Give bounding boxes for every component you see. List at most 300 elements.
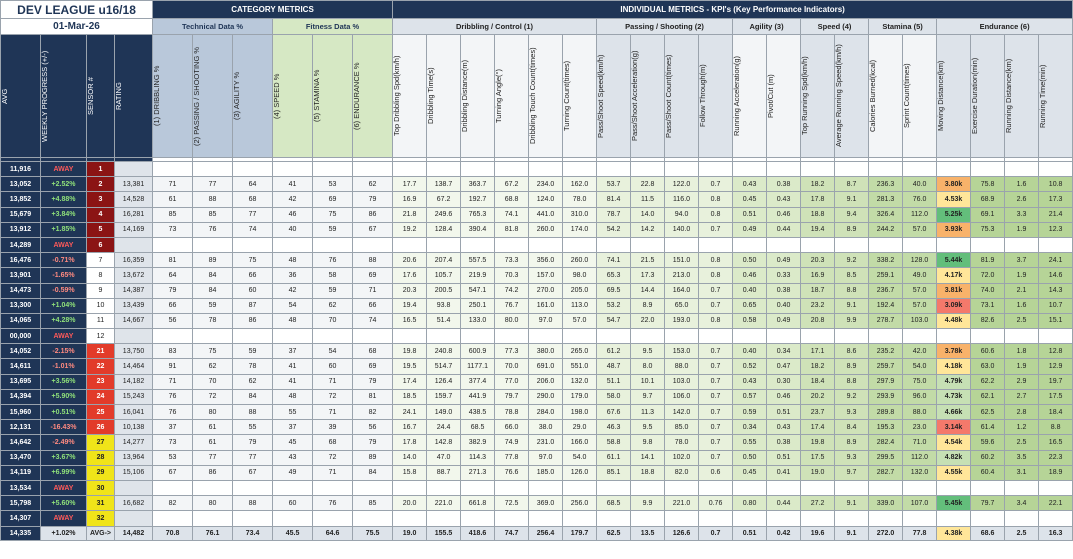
footer-metric: 9.1	[835, 526, 869, 540]
empty-cell	[233, 511, 273, 526]
empty-cell	[971, 480, 1005, 495]
metric-value: 55	[233, 420, 273, 435]
technical-data-header: Technical Data %	[153, 19, 273, 35]
empty-cell	[937, 480, 971, 495]
metric-value: 82.0	[665, 465, 699, 480]
metric-value: 17.6	[393, 268, 427, 283]
metric-value: 8.4	[835, 420, 869, 435]
metric-value: 142.0	[665, 405, 699, 420]
metric-value: 77	[193, 177, 233, 192]
weekly-progress: +3.84%	[41, 207, 87, 222]
empty-cell	[1005, 480, 1039, 495]
empty-cell	[835, 329, 869, 344]
metric-value: 297.9	[869, 374, 903, 389]
metric-value: 79	[353, 374, 393, 389]
metric-value: 54.0	[903, 359, 937, 374]
metric-value: 514.7	[427, 359, 461, 374]
rating-value: 16,682	[115, 496, 153, 511]
metric-value: 19.8	[801, 435, 835, 450]
metric-value: 8.9	[835, 222, 869, 237]
col-avg-label: AVG	[0, 88, 9, 104]
metric-value: 0.52	[733, 359, 767, 374]
footer-metric: 70.8	[153, 526, 193, 540]
col-cat-2	[233, 35, 273, 158]
metric-value: 62	[193, 359, 233, 374]
empty-cell	[563, 162, 597, 177]
empty-cell	[699, 511, 733, 526]
metric-value: 24.1	[1039, 253, 1073, 268]
footer-metric: 76.1	[193, 526, 233, 540]
metric-value: 59	[193, 298, 233, 313]
metric-value: 78.7	[597, 207, 631, 222]
metric-value: 16.9	[393, 192, 427, 207]
metric-value: 18.9	[1039, 465, 1073, 480]
metric-value: 14.1	[631, 450, 665, 465]
col-kpi-19	[1039, 35, 1073, 158]
metric-value: 49	[273, 465, 313, 480]
empty-cell	[1005, 237, 1039, 252]
footer-avg-label: AVG->	[87, 526, 115, 540]
sensor-number: 31	[87, 496, 115, 511]
col-kpi-12-label: Top Running Spd(km/h)	[800, 56, 810, 136]
row-avg: 15,798	[1, 496, 41, 511]
col-kpi-14	[869, 35, 903, 158]
empty-cell	[427, 480, 461, 495]
empty-cell	[937, 511, 971, 526]
metric-value: 0.50	[733, 253, 767, 268]
metric-value: 14.0	[631, 207, 665, 222]
metric-value: 22.0	[631, 313, 665, 328]
metric-value: 60.6	[971, 344, 1005, 359]
metric-value: 0.43	[733, 177, 767, 192]
metric-value: 441.0	[529, 207, 563, 222]
metric-value: 65.3	[597, 268, 631, 283]
metric-value: 106.0	[665, 389, 699, 404]
metric-value: 59.6	[971, 435, 1005, 450]
metric-value: 69.5	[597, 283, 631, 298]
rating-value: 16,041	[115, 405, 153, 420]
metric-value: 74	[353, 313, 393, 328]
metric-value: 9.9	[631, 496, 665, 511]
sensor-number: 23	[87, 374, 115, 389]
metric-value: 2.5	[1005, 313, 1039, 328]
sensor-number: 5	[87, 222, 115, 237]
empty-cell	[767, 511, 801, 526]
empty-cell	[733, 162, 767, 177]
footer-metric: 16.3	[1039, 526, 1073, 540]
metric-value: 70	[193, 374, 233, 389]
sensor-number: 10	[87, 298, 115, 313]
empty-cell	[273, 162, 313, 177]
metric-value: 18.7	[801, 283, 835, 298]
metric-value: 240.8	[427, 344, 461, 359]
individual-metrics-header: INDIVIDUAL METRICS - KPI's (Key Performance Indicators)	[393, 1, 1073, 19]
col-kpi-7-label: Pass/Shoot Acceleration(g)	[630, 50, 640, 142]
empty-cell	[313, 511, 353, 526]
metric-value: 20.8	[801, 313, 835, 328]
empty-cell	[461, 480, 495, 495]
metric-value: 21.8	[393, 207, 427, 222]
metric-value: 116.0	[665, 192, 699, 207]
empty-cell	[529, 329, 563, 344]
weekly-progress: -16.43%	[41, 420, 87, 435]
col-cat-3	[273, 35, 313, 158]
metric-value: 8.0	[631, 359, 665, 374]
metric-value: 15.1	[1039, 313, 1073, 328]
metric-value: 0.7	[699, 298, 733, 313]
empty-cell	[115, 237, 153, 252]
rating-value: 14,667	[115, 313, 153, 328]
metric-value: 18.5	[393, 389, 427, 404]
empty-cell	[665, 237, 699, 252]
metric-value: 9.2	[835, 253, 869, 268]
metric-value: 259.7	[869, 359, 903, 374]
metric-value: 1.8	[1005, 344, 1039, 359]
footer-metric: 75.5	[353, 526, 393, 540]
metric-value: 0.49	[733, 222, 767, 237]
metric-value: 1.9	[1005, 222, 1039, 237]
metric-value: 76	[313, 496, 353, 511]
metric-value: 17.4	[393, 374, 427, 389]
metric-value: 221.0	[427, 496, 461, 511]
empty-cell	[733, 480, 767, 495]
metric-value: 103.0	[665, 374, 699, 389]
metric-value: 53	[153, 450, 193, 465]
date-cell	[1, 19, 153, 35]
empty-cell	[903, 237, 937, 252]
metric-value: 8.9	[835, 359, 869, 374]
empty-cell	[801, 480, 835, 495]
metric-value: 5.45k	[937, 496, 971, 511]
metric-value: 205.0	[563, 283, 597, 298]
metric-value: 71	[313, 405, 353, 420]
metric-value: 60.2	[971, 450, 1005, 465]
metric-value: 23.7	[801, 405, 835, 420]
metric-value: 82	[153, 496, 193, 511]
metric-value: 20.0	[393, 496, 427, 511]
empty-cell	[461, 329, 495, 344]
metric-value: 0.49	[767, 253, 801, 268]
metric-value: 16.9	[801, 268, 835, 283]
metric-value: 260.0	[563, 253, 597, 268]
metric-value: 20.2	[801, 389, 835, 404]
empty-cell	[1039, 511, 1073, 526]
metric-value: 0.47	[767, 359, 801, 374]
metric-value: 76.7	[495, 298, 529, 313]
sensor-number: 11	[87, 313, 115, 328]
metric-value: 19.4	[393, 298, 427, 313]
metric-value: 41	[273, 374, 313, 389]
col-avg	[1, 35, 41, 158]
metric-value: 380.0	[529, 344, 563, 359]
col-kpi-10-label: Running Acceleration(g)	[732, 55, 742, 137]
col-kpi-6-label: Pass/Shoot Speed(km/h)	[596, 54, 606, 138]
metric-value: 265.0	[563, 344, 597, 359]
empty-cell	[529, 480, 563, 495]
metric-value: 3.78k	[937, 344, 971, 359]
metric-value: 0.51	[767, 450, 801, 465]
metric-value: 51.1	[597, 374, 631, 389]
metric-value: 88	[193, 192, 233, 207]
empty-cell	[495, 162, 529, 177]
col-kpi-13-label: Average Running Speed(km/h)	[834, 44, 844, 148]
metric-value: 22.3	[1039, 450, 1073, 465]
metric-value: 213.0	[665, 268, 699, 283]
player-row-28	[1, 450, 1073, 465]
rating-value: 10,138	[115, 420, 153, 435]
col-kpi-5	[563, 35, 597, 158]
sensor-number: 22	[87, 359, 115, 374]
metric-value: 159.7	[427, 389, 461, 404]
metric-value: 39	[313, 420, 353, 435]
empty-cell	[801, 162, 835, 177]
metric-value: 80	[193, 405, 233, 420]
metric-value: 284.0	[529, 405, 563, 420]
metric-value: 4.18k	[937, 359, 971, 374]
empty-cell	[233, 329, 273, 344]
metric-value: 76.0	[903, 192, 937, 207]
empty-cell	[631, 329, 665, 344]
metric-value: 270.0	[529, 283, 563, 298]
metric-value: 132.0	[563, 374, 597, 389]
metric-value: 78	[193, 313, 233, 328]
metric-value: 69.1	[971, 207, 1005, 222]
weekly-progress: AWAY	[41, 162, 87, 177]
metric-value: 70.0	[495, 359, 529, 374]
empty-cell	[903, 480, 937, 495]
rating-value: 16,281	[115, 207, 153, 222]
empty-cell	[273, 480, 313, 495]
metric-value: 71	[153, 374, 193, 389]
report-date: 01-Mar-26	[53, 21, 100, 32]
row-avg: 13,052	[1, 177, 41, 192]
metric-value: 0.57	[733, 389, 767, 404]
metric-value: 42.0	[903, 344, 937, 359]
metric-value: 58	[313, 268, 353, 283]
metric-value: 244.2	[869, 222, 903, 237]
metric-value: 70.3	[495, 268, 529, 283]
col-cat-3-label: (4) SPEED %	[272, 73, 282, 119]
metric-value: 89	[193, 253, 233, 268]
footer-rating: 14,482	[115, 526, 153, 540]
row-avg: 14,307	[1, 511, 41, 526]
metric-value: 77.8	[495, 450, 529, 465]
col-kpi-5-label: Turning Count(times)	[562, 60, 572, 132]
metric-value: 81	[353, 389, 393, 404]
metric-value: 18.8	[631, 465, 665, 480]
row-avg: 13,300	[1, 298, 41, 313]
metric-value: 9.7	[835, 465, 869, 480]
metric-value: 206.0	[529, 374, 563, 389]
metric-value: 438.5	[461, 405, 495, 420]
metric-value: 0.8	[699, 313, 733, 328]
col-cat-5	[353, 35, 393, 158]
metric-value: 0.43	[767, 192, 801, 207]
empty-cell	[971, 162, 1005, 177]
metric-value: 11.5	[631, 192, 665, 207]
col-cat-0-label: (1) DRIBBLING %	[152, 65, 162, 127]
empty-cell	[665, 480, 699, 495]
metric-value: 42	[273, 192, 313, 207]
empty-cell	[153, 480, 193, 495]
metric-value: 71.0	[903, 435, 937, 450]
metric-value: 17.3	[1039, 192, 1073, 207]
player-row-24	[1, 389, 1073, 404]
metric-value: 78.8	[495, 405, 529, 420]
rating-value: 15,106	[115, 465, 153, 480]
metric-value: 17.3	[631, 268, 665, 283]
metric-value: 71	[313, 374, 353, 389]
metric-value: 24.4	[427, 420, 461, 435]
metric-value: 114.3	[461, 450, 495, 465]
sensor-number: 9	[87, 283, 115, 298]
sensor-number: 26	[87, 420, 115, 435]
metric-value: 61	[193, 420, 233, 435]
empty-cell	[461, 237, 495, 252]
metric-value: 37	[273, 420, 313, 435]
empty-cell	[153, 162, 193, 177]
sensor-number: 4	[87, 207, 115, 222]
footer-metric: 2.5	[1005, 526, 1039, 540]
empty-cell	[801, 237, 835, 252]
metric-value: 19.5	[393, 359, 427, 374]
metric-value: 77	[193, 450, 233, 465]
empty-cell	[1005, 329, 1039, 344]
col-cat-2-label: (3) AGILITY %	[232, 71, 242, 121]
rating-value: 15,243	[115, 389, 153, 404]
sensor-number: 24	[87, 389, 115, 404]
metric-value: 66	[233, 268, 273, 283]
col-kpi-9-label: Follow Through(m)	[698, 64, 708, 128]
metric-value: 0.8	[699, 253, 733, 268]
metric-value: 102.0	[665, 450, 699, 465]
metric-value: 19.2	[393, 222, 427, 237]
metric-value: 61	[193, 435, 233, 450]
metric-value: 48	[273, 389, 313, 404]
metric-value: 85	[193, 207, 233, 222]
metric-value: 4.17k	[937, 268, 971, 283]
metric-value: 68.8	[495, 192, 529, 207]
empty-cell	[971, 237, 1005, 252]
footer-avg: 14,335	[1, 526, 41, 540]
metric-value: 112.0	[903, 450, 937, 465]
metric-value: 8.9	[835, 435, 869, 450]
rating-value: 13,381	[115, 177, 153, 192]
league-title-cell	[1, 1, 153, 19]
metric-value: 5.25k	[937, 207, 971, 222]
metric-value: 8.6	[835, 344, 869, 359]
metric-value: 547.1	[461, 283, 495, 298]
footer-metric: 126.6	[665, 526, 699, 540]
empty-cell	[427, 329, 461, 344]
footer-progress: +1.02%	[41, 526, 87, 540]
footer-metric: 13.5	[631, 526, 665, 540]
metric-value: 54.2	[597, 222, 631, 237]
metric-value: 40.0	[903, 177, 937, 192]
metric-value: 2.1	[1005, 283, 1039, 298]
col-kpi-3	[495, 35, 529, 158]
metric-value: 72	[193, 389, 233, 404]
empty-cell	[393, 511, 427, 526]
metric-value: 1.6	[1005, 298, 1039, 313]
empty-cell	[353, 480, 393, 495]
metric-value: 4.55k	[937, 465, 971, 480]
empty-cell	[801, 329, 835, 344]
empty-cell	[563, 237, 597, 252]
metric-value: 0.45	[733, 465, 767, 480]
metric-value: 75	[193, 344, 233, 359]
metric-value: 54	[273, 298, 313, 313]
metric-value: 15.8	[393, 465, 427, 480]
metric-value: 0.40	[733, 283, 767, 298]
metric-value: 10.8	[1039, 177, 1073, 192]
footer-metric: 68.6	[971, 526, 1005, 540]
col-kpi-2	[461, 35, 495, 158]
metric-value: 41	[273, 359, 313, 374]
col-kpi-18	[1005, 35, 1039, 158]
metric-value: 112.0	[903, 207, 937, 222]
empty-cell	[971, 511, 1005, 526]
sensor-number: 27	[87, 435, 115, 450]
player-row-10	[1, 298, 1073, 313]
metric-value: 1.6	[1005, 177, 1039, 192]
metric-value: 18.2	[801, 177, 835, 192]
metric-value: 81.8	[495, 222, 529, 237]
footer-metric: 45.5	[273, 526, 313, 540]
col-kpi-19-label: Running Time(min)	[1038, 64, 1048, 128]
league-title: DEV LEAGUE u16/18	[17, 2, 136, 17]
footer-metric: 74.7	[495, 526, 529, 540]
metric-value: 71	[353, 283, 393, 298]
weekly-progress: -0.71%	[41, 253, 87, 268]
metric-value: 198.0	[563, 405, 597, 420]
metric-value: 69	[313, 192, 353, 207]
player-row-27	[1, 435, 1073, 450]
metric-value: 89	[353, 450, 393, 465]
group-dribbling-header: Dribbling / Control (1)	[393, 19, 597, 35]
group-stamina-header: Stamina (5)	[869, 19, 937, 35]
metric-value: 282.7	[869, 465, 903, 480]
metric-value: 76	[313, 253, 353, 268]
col-kpi-16	[937, 35, 971, 158]
metric-value: 164.0	[665, 283, 699, 298]
metric-value: 41	[273, 177, 313, 192]
rating-value: 14,387	[115, 283, 153, 298]
metric-value: 339.0	[869, 496, 903, 511]
empty-cell	[273, 237, 313, 252]
metric-value: 86	[193, 465, 233, 480]
empty-cell	[631, 162, 665, 177]
metric-value: 88	[233, 496, 273, 511]
player-row-11	[1, 313, 1073, 328]
rating-value: 14,182	[115, 374, 153, 389]
metric-value: 67	[153, 465, 193, 480]
metric-value: 67	[233, 465, 273, 480]
metric-value: 68	[233, 192, 273, 207]
player-row-21	[1, 344, 1073, 359]
empty-cell	[801, 511, 835, 526]
metric-value: 86	[353, 207, 393, 222]
metric-value: 20.3	[801, 253, 835, 268]
metric-value: 369.0	[529, 496, 563, 511]
empty-cell	[665, 511, 699, 526]
metric-value: 310.0	[563, 207, 597, 222]
metric-value: 18.8	[801, 207, 835, 222]
metric-value: 192.7	[461, 192, 495, 207]
metric-value: 551.0	[563, 359, 597, 374]
metric-value: 0.80	[733, 496, 767, 511]
row-avg: 14,119	[1, 465, 41, 480]
